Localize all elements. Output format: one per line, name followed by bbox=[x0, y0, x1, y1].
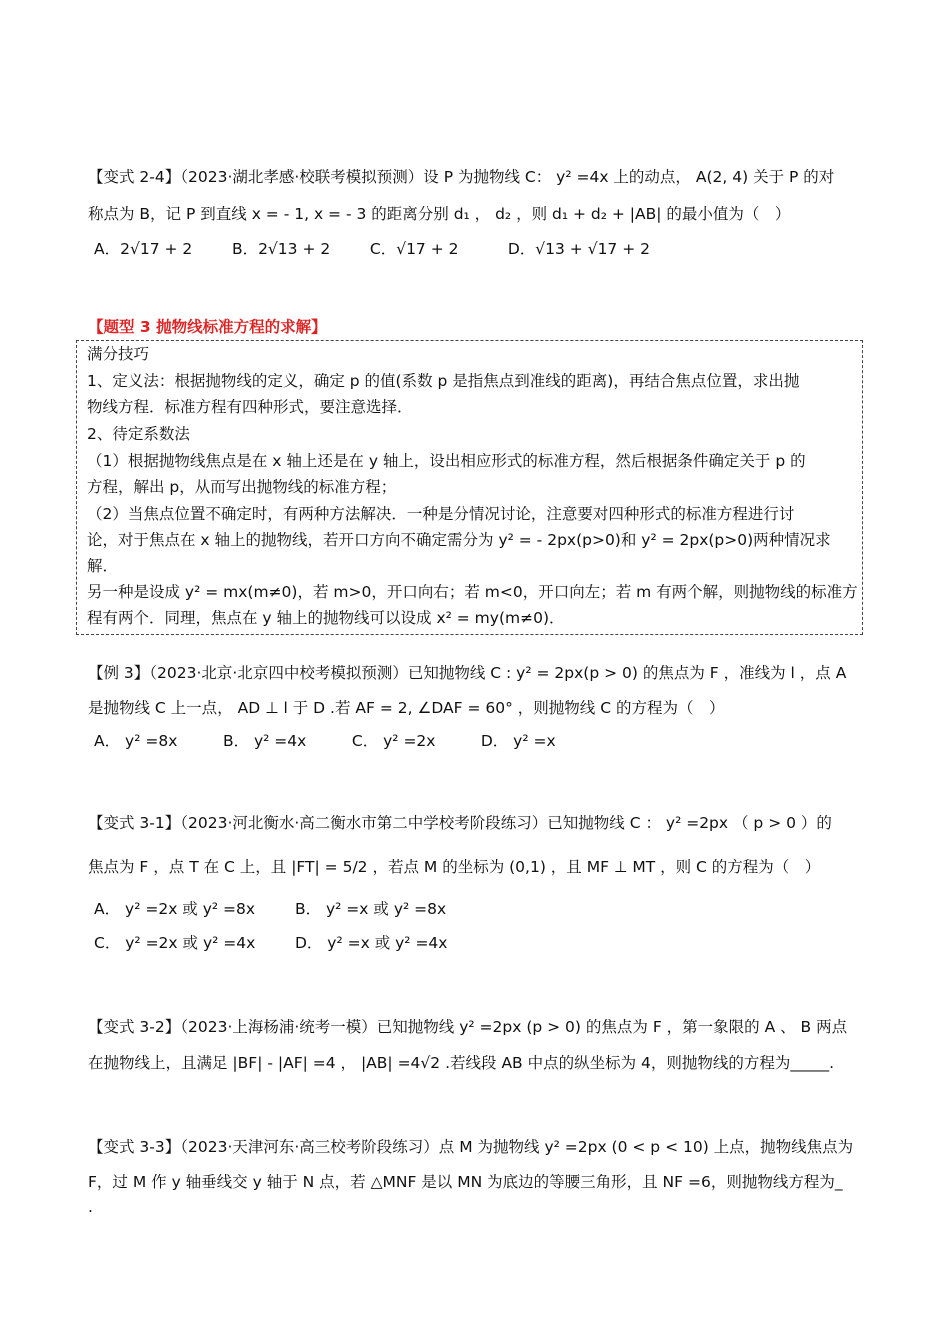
variant-3-3-line-2: F，过 M 作 y 轴垂线交 y 轴于 N 点，若 △MNF 是以 MN 为底边的等腰三角形，且 NF =6，则抛物线方程为_ bbox=[88, 1173, 843, 1191]
variant-3-1-line-1: 【变式 3-1】（2023·河北衡水·高二衡水市第二中学校考阶段练习）已知抛物线 C ： y² =2px （ p > 0 ）的 bbox=[88, 814, 832, 832]
tips-line: （2）当焦点位置不确定时，有两种方法解决．一种是分情况讨论，注意要对四种形式的标准方程进行讨 bbox=[87, 505, 795, 523]
option-d: D． y² =x 或 y² =4x bbox=[294, 934, 448, 952]
option-c: C． y² =2x bbox=[351, 732, 436, 750]
tips-line: 程有两个．同理，焦点在 y 轴上的抛物线可以设成 x² = my(m≠0)． bbox=[87, 609, 565, 627]
example-3-line-2: 是抛物线 C 上一点， AD ⊥ l 于 D .若 AF = 2, ∠DAF = 60° ，则抛物线 C 的方程为（ ） bbox=[88, 699, 725, 717]
variant-3-1-options-row-1 bbox=[94, 898, 446, 920]
tips-line: 论，对于焦点在 x 轴上的抛物线，若开口方向不确定需分为 y² = - 2px(p>0)和 y² = 2px(p>0)两种情况求 bbox=[87, 531, 831, 549]
example-3-line-1: 【例 3】（2023·北京·北京四中校考模拟预测）已知抛物线 C : y² = 2px(p > 0) 的焦点为 F ，准线为 l ，点 A bbox=[88, 664, 847, 682]
option-b: B． y² =4x bbox=[222, 732, 307, 750]
tips-line: 满分技巧 bbox=[87, 345, 150, 363]
section-heading: 【题型 3 抛物线标准方程的求解】 bbox=[88, 318, 327, 336]
variant-3-2-line-1: 【变式 3-2】（2023·上海杨浦·统考一模）已知抛物线 y² =2px (p > 0) 的焦点为 F ，第一象限的 A 、 B 两点 bbox=[88, 1018, 848, 1036]
tips-line: 另一种是设成 y² = mx(m≠0)，若 m>0，开口向右；若 m<0，开口向左；若 m 有两个解，则抛物线的标准方 bbox=[87, 583, 858, 601]
option-a: A．2√17 + 2 bbox=[94, 240, 193, 258]
option-a: A． y² =2x 或 y² =8x bbox=[94, 900, 256, 918]
option-c: C．√17 + 2 bbox=[369, 240, 459, 258]
option-c: C． y² =2x 或 y² =4x bbox=[94, 934, 256, 952]
tips-line: 2、待定系数法 bbox=[87, 425, 190, 443]
example-3-options bbox=[94, 730, 556, 752]
variant-3-1-options-row-2 bbox=[94, 932, 447, 954]
variant-2-4-line-2: 称点为 B，记 P 到直线 x = - 1, x = - 3 的距离分别 d₁ ， d₂ ，则 d₁ + d₂ + |AB| 的最小值为（ ） bbox=[88, 205, 791, 223]
variant-3-3-line-1: 【变式 3-3】（2023·天津河东·高三校考阶段练习）点 M 为抛物线 y² =2px (0 < p < 10) 上点，抛物线焦点为 bbox=[88, 1138, 854, 1156]
option-b: B． y² =x 或 y² =8x bbox=[294, 900, 447, 918]
option-a: A． y² =8x bbox=[94, 732, 178, 750]
tips-line: （1）根据抛物线焦点是在 x 轴上还是在 y 轴上，设出相应形式的标准方程，然后根据条件确定关于 p 的 bbox=[87, 452, 806, 470]
variant-2-4-options bbox=[94, 238, 650, 260]
tips-line: 方程，解出 p，从而写出抛物线的标准方程； bbox=[87, 478, 397, 496]
variant-2-4-line-1: 【变式 2-4】（2023·湖北孝感·校联考模拟预测）设 P 为抛物线 C： y² =4x 上的动点， A(2, 4) 关于 P 的对 bbox=[88, 168, 835, 186]
option-d: D．√13 + √17 + 2 bbox=[507, 240, 650, 258]
tips-line: 解． bbox=[87, 557, 119, 575]
option-d: D． y² =x bbox=[480, 732, 556, 750]
tips-box bbox=[76, 340, 863, 635]
tips-line: 物线方程．标准方程有四种形式，要注意选择． bbox=[87, 398, 413, 416]
variant-3-2-line-2: 在抛物线上，且满足 |BF| - |AF| =4 ， |AB| =4√2 .若线段 AB 中点的纵坐标为 4，则抛物线的方程为_____. bbox=[88, 1054, 835, 1072]
variant-3-1-line-2: 焦点为 F ，点 T 在 C 上，且 |FT| = 5/2 ，若点 M 的坐标为 (0,1) ，且 MF ⊥ MT ，则 C 的方程为（ ） bbox=[88, 858, 821, 876]
tips-line: 1、定义法：根据抛物线的定义，确定 p 的值(系数 p 是指焦点到准线的距离)，再结合焦点位置，求出抛 bbox=[87, 372, 800, 390]
option-b: B．2√13 + 2 bbox=[231, 240, 331, 258]
variant-3-3-line-3: . bbox=[88, 1198, 93, 1216]
